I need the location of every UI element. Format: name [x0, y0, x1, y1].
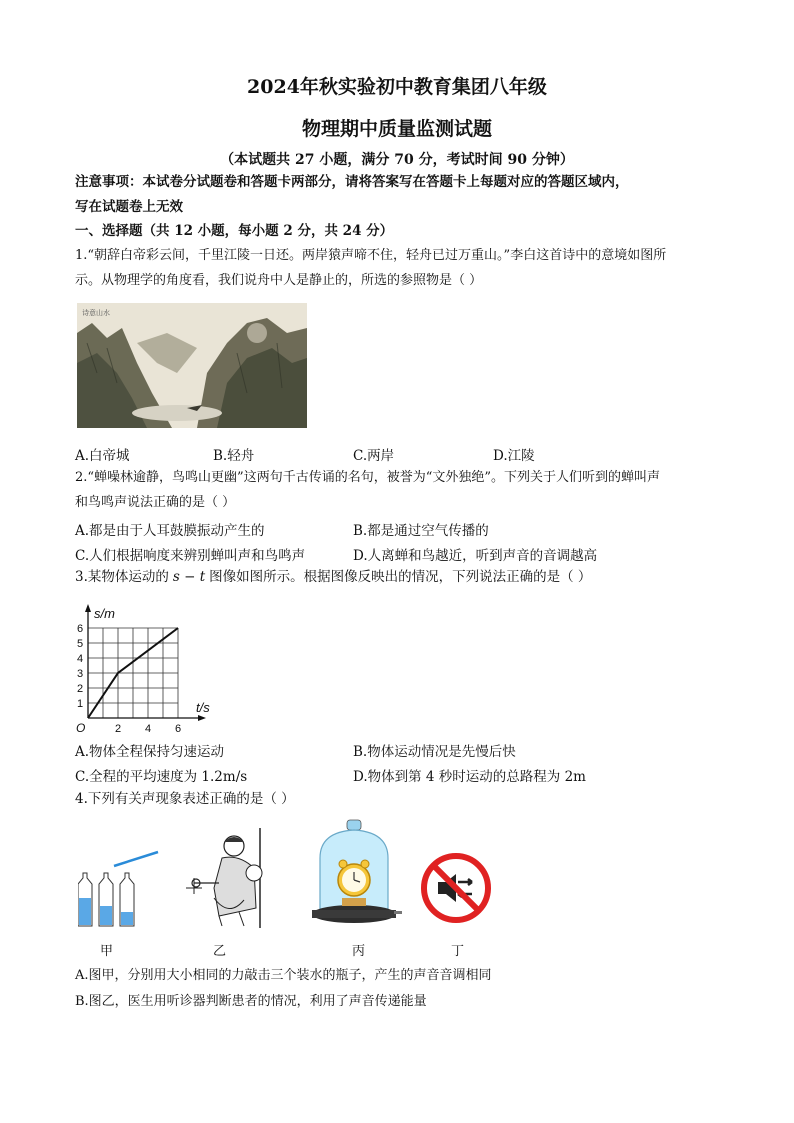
q1-option-d: D.江陵	[493, 448, 535, 464]
y-tick-label: 5	[77, 638, 84, 650]
q2-option-b: B.都是通过空气传播的	[353, 523, 489, 539]
notice-line1: 注意事项：本试卷分试题卷和答题卡两部分，请将答案写在答题卡上每题对应的答题区域内，	[75, 174, 629, 190]
y-axis-label: s/m	[94, 606, 115, 621]
doctor-stethoscope-figure	[184, 828, 270, 932]
q3-option-c: C.全程的平均速度为 1.2m/s	[75, 769, 248, 785]
q1-option-b: B.轻舟	[213, 448, 255, 464]
q3-option-d: D.物体到第 4 秒时运动的总路程为 2m	[353, 769, 586, 785]
caption-ding: 丁	[451, 944, 465, 959]
q1-stem-line2: 示。从物理学的角度看，我们说舟中人是静止的，所选的参照物是（ ）	[75, 273, 483, 288]
y-tick-label: 2	[77, 683, 84, 695]
caption-jia: 甲	[100, 944, 114, 959]
caption-bing: 丙	[352, 944, 366, 959]
exam-subtitle: （本试题共 27 小题，满分 70 分，考试时间 90 分钟）	[220, 152, 574, 168]
q2-stem-line2: 和鸟鸣声说法正确的是（ ）	[75, 495, 236, 510]
y-axis-arrow	[85, 604, 91, 612]
caption-yi: 乙	[213, 944, 227, 959]
x-tick-label: 2	[115, 723, 122, 735]
x-axis-arrow	[198, 715, 206, 721]
q4-option-b: B.图乙，医生用听诊器判断患者的情况，利用了声音传递能量	[75, 994, 427, 1009]
q2-option-a: A.都是由于人耳鼓膜振动产生的	[75, 523, 265, 539]
svg-text:诗意山水: 诗意山水	[82, 310, 110, 317]
q3-option-a: A.物体全程保持匀速运动	[75, 744, 225, 760]
q2-option-c: C.人们根据响度来辨别蝉叫声和鸟鸣声	[75, 548, 306, 564]
q4-option-a: A.图甲，分别用大小相同的力敲击三个装水的瓶子，产生的声音音调相同	[75, 968, 492, 983]
q3-option-b: B.物体运动情况是先慢后快	[353, 744, 516, 760]
q2-stem-line1: 2.“蝉噪林逾静，鸟鸣山更幽”这两句千古传诵的名句，被誉为“文外独绝”。下列关于人们听到的蝉叫声	[75, 470, 660, 485]
exam-title-line2: 物理期中质量监测试题	[301, 118, 492, 140]
no-horn-sign-icon	[420, 852, 492, 928]
q4-stem: 4.下列有关声现象表述正确的是（ ）	[75, 791, 295, 807]
y-tick-label: 3	[77, 668, 84, 680]
exam-title-line1: 2024年秋实验初中教育集团八年级	[247, 76, 547, 98]
landscape-painting-image	[77, 303, 307, 428]
y-tick-label: 6	[77, 623, 84, 635]
notice-line2: 写在试题卷上无效	[75, 199, 183, 215]
st-graph	[72, 590, 232, 742]
y-tick-label: 4	[77, 653, 84, 665]
bell-jar-clock-figure	[308, 818, 404, 934]
section-heading: 一、选择题（共 12 小题，每小题 2 分，共 24 分）	[75, 223, 394, 239]
q2-option-d: D.人离蝉和鸟越近，听到声音的音调越高	[353, 548, 598, 564]
q1-stem-line1: 1.“朝辞白帝彩云间，千里江陵一日还。两岸猿声啼不住，轻舟已过万重山。”李白这首诗中的意境如图所	[75, 248, 667, 263]
y-tick-label: 1	[77, 698, 84, 710]
x-tick-label: 6	[175, 723, 182, 735]
q3-stem-suffix: 图像如图所示。根据图像反映出的情况，下列说法正确的是（ ）	[209, 569, 592, 585]
q3-stem-variable: s − t	[172, 569, 206, 585]
q3-stem-prefix: 3.某物体运动的	[75, 569, 169, 585]
bottles-figure	[78, 848, 162, 934]
origin-label: O	[76, 721, 86, 735]
x-tick-label: 4	[145, 723, 152, 735]
x-axis-label: t/s	[196, 700, 210, 715]
q1-option-a: A.白帝城	[75, 448, 130, 464]
q1-option-c: C.两岸	[353, 448, 395, 464]
q3-stem	[75, 568, 591, 586]
